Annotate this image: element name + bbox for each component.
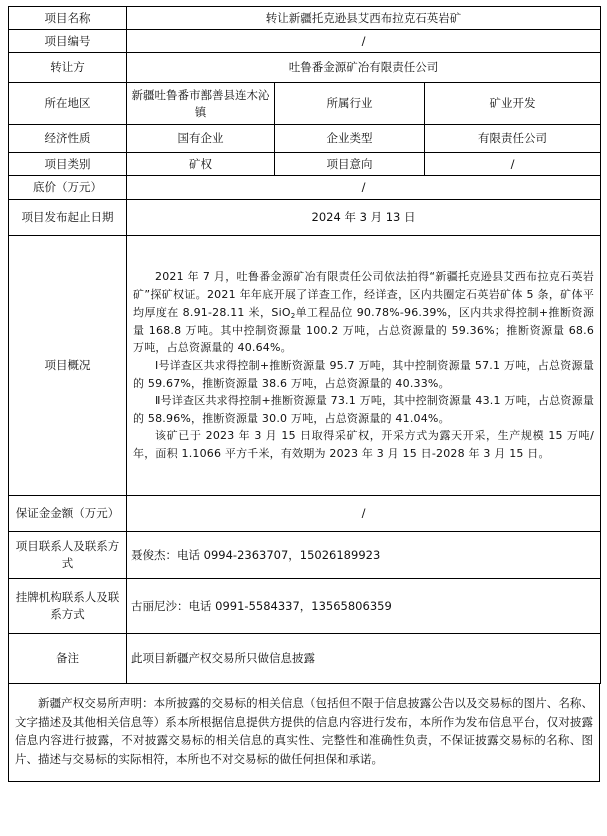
row-project-name <box>9 7 601 30</box>
remark-label: 备注 <box>9 634 127 684</box>
project-info-table <box>8 6 601 684</box>
category-label: 项目类别 <box>9 153 127 176</box>
row-base-price <box>9 176 601 200</box>
industry-value: 矿业开发 <box>425 83 601 125</box>
contact-label: 项目联系人及联系方式 <box>9 532 127 579</box>
transferor-value: 吐鲁番金源矿冶有限责任公司 <box>127 53 601 83</box>
category-value: 矿权 <box>127 153 275 176</box>
intention-value: / <box>425 153 601 176</box>
project-name-value: 转让新疆托克逊县艾西布拉克石英岩矿 <box>127 7 601 30</box>
row-transferor <box>9 53 601 83</box>
contact-value: 聂俊杰：电话 0994-2363707，15026189923 <box>127 532 601 579</box>
deposit-value: / <box>127 496 601 532</box>
row-deposit <box>9 496 601 532</box>
remark-value: 此项目新疆产权交易所只做信息披露 <box>127 634 601 684</box>
row-category <box>9 153 601 176</box>
economy-value: 国有企业 <box>127 125 275 153</box>
transferor-label: 转让方 <box>9 53 127 83</box>
row-project-no <box>9 30 601 53</box>
economy-label: 经济性质 <box>9 125 127 153</box>
row-location <box>9 83 601 125</box>
project-name-label: 项目名称 <box>9 7 127 30</box>
row-contact <box>9 532 601 579</box>
agency-contact-label: 挂牌机构联系人及联系方式 <box>9 579 127 634</box>
location-value: 新疆吐鲁番市鄯善县连木沁镇 <box>127 83 275 125</box>
row-overview <box>9 236 601 496</box>
base-price-value: / <box>127 176 601 200</box>
project-no-label: 项目编号 <box>9 30 127 53</box>
row-publish-date <box>9 200 601 236</box>
overview-p1-part-a: 2021 年 7 月，吐鲁番金源矿冶有限责任公司依法拍得“新疆托克逊县艾西布拉克石英岩矿”探矿权证。2021 年年底开展了详查工作，经详查，区内共圈定石英岩矿体 5 条，矿体平均厚度在 8.91-28.11 米，SiO <box>133 270 595 319</box>
deposit-label: 保证金金额（万元） <box>9 496 127 532</box>
intention-label: 项目意向 <box>275 153 425 176</box>
overview-paragraph-4: 该矿已于 2023 年 3 月 15 日取得采矿权，开采方式为露天开采，生产规模 15 万吨/年，面积 1.1066 平方千米，有效期为 2023 年 3 月 15 日-2028 年 3 月 15 日。 <box>133 429 595 460</box>
enterprise-type-value: 有限责任公司 <box>425 125 601 153</box>
location-label: 所在地区 <box>9 83 127 125</box>
publish-date-label: 项目发布起止日期 <box>9 200 127 236</box>
industry-label: 所属行业 <box>275 83 425 125</box>
overview-paragraph-3: Ⅱ号详查区共求得控制+推断资源量 73.1 万吨，其中控制资源量 43.1 万吨，占总资源量的 58.96%，推断资源量 30.0 万吨，占总资源量的 41.04%。 <box>133 394 595 425</box>
row-remark <box>9 634 601 684</box>
overview-paragraph-2: Ⅰ号详查区共求得控制+推断资源量 95.7 万吨，其中控制资源量 57.1 万吨，占总资源量的 59.67%，推断资源量 38.6 万吨，占总资源量的 40.33%。 <box>133 359 595 390</box>
project-no-value: / <box>127 30 601 53</box>
overview-label: 项目概况 <box>9 236 127 496</box>
document-page <box>8 6 600 782</box>
sio2-subscript: 2 <box>290 311 296 320</box>
exchange-declaration: 新疆产权交易所声明：本所披露的交易标的相关信息（包括但不限于信息披露公告以及交易标的图片、名称、文字描述及其他相关信息等）系本所根据信息提供方提供的信息内容进行发布，本所作为发布信息平台，仅对披露信息内容进行披露，不对披露交易标的相关信息的真实性、完整性和准确性负责，不保证披露交易标的名称、图片、描述与交易标的实际相符，本所也不对交易标的做任何担保和承诺。 <box>8 684 600 782</box>
agency-contact-value: 古丽尼沙：电话 0991-5584337，13565806359 <box>127 579 601 634</box>
base-price-label: 底价（万元） <box>9 176 127 200</box>
enterprise-type-label: 企业类型 <box>275 125 425 153</box>
overview-paragraph-1 <box>133 268 594 357</box>
overview-p1-part-b: 单工程品位 90.78%-96.39%，区内共求得控制+推断资源量 168.8 万吨。其中控制资源量 100.2 万吨，占总资源量的 59.36%；推断资源量 68.6 万吨，占总资源量的 40.64%。 <box>133 305 595 355</box>
publish-date-value: 2024 年 3 月 13 日 <box>127 200 601 236</box>
row-economy <box>9 125 601 153</box>
row-agency-contact <box>9 579 601 634</box>
overview-content <box>127 236 601 496</box>
